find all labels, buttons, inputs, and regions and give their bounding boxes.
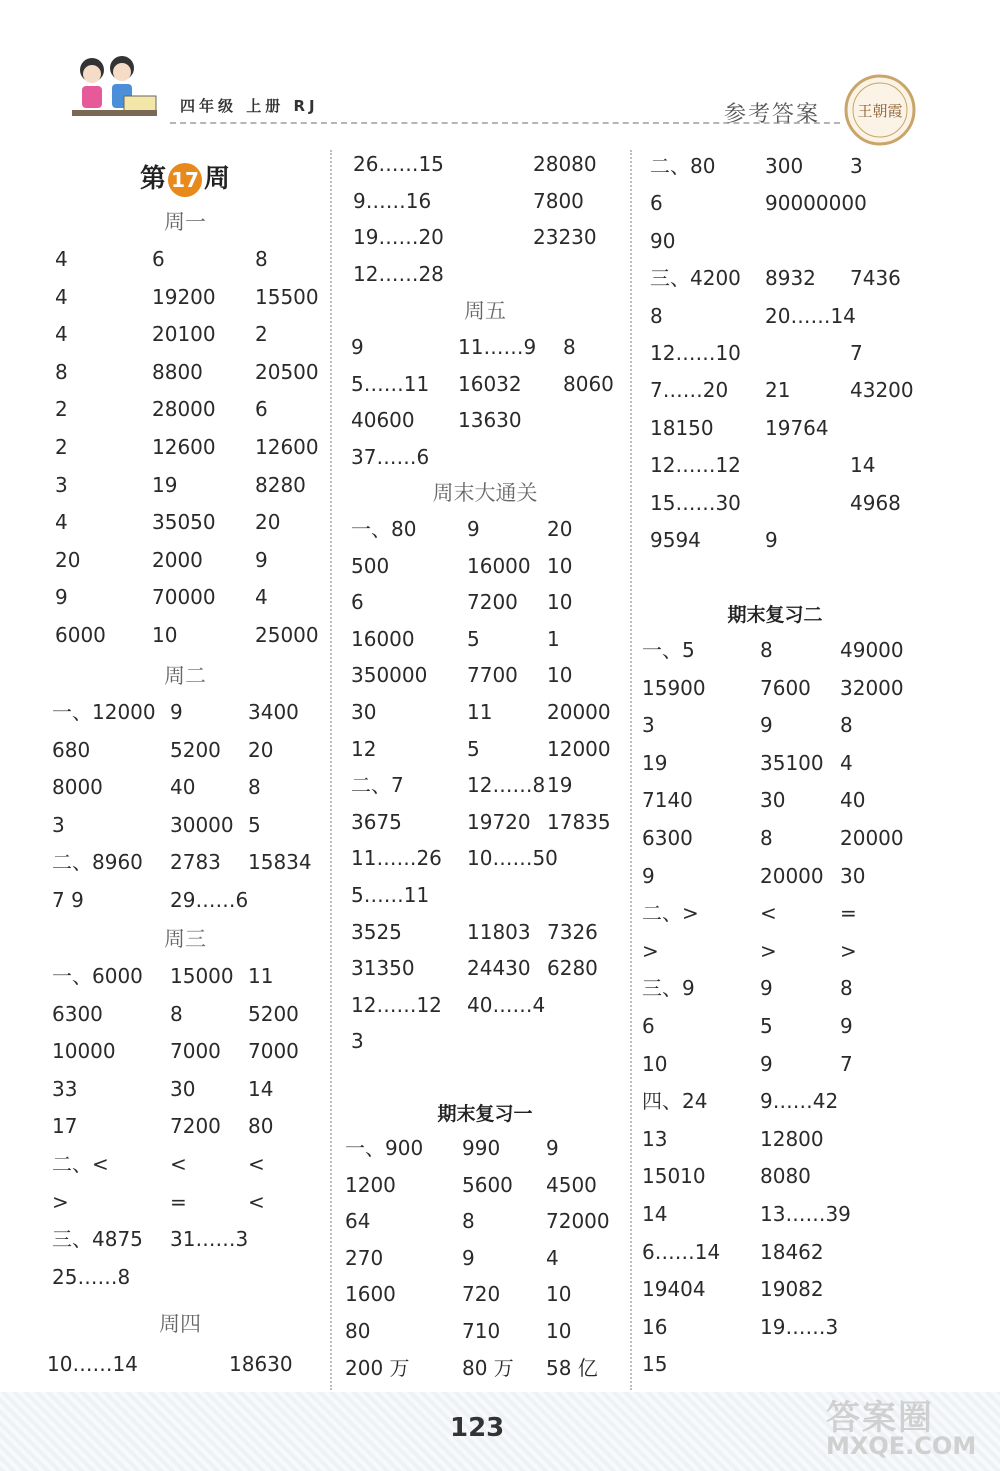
answer-value: 四、24 [642,1089,708,1114]
answer-value: 19720 [467,809,531,834]
answer-value: 20 [255,510,281,535]
answer-value: 19 [642,750,668,775]
children-reading-illustration [62,48,162,128]
answer-value: 13630 [458,408,522,432]
answer-value: 7000 [248,1039,299,1064]
answer-value: 15……30 [650,490,741,515]
answer-value: 11 [467,700,493,724]
answer-value: 二、> [642,901,699,926]
answer-value: 29……6 [170,888,249,912]
answer-value: 49000 [840,638,904,662]
answer-value: 70000 [152,585,216,610]
answer-value: 20000 [760,863,824,888]
answer-value: 11 [248,964,274,988]
answer-value: 9 [170,700,183,724]
answer-value: 9 [760,976,773,1001]
answer-value: 6……14 [642,1239,721,1264]
answer-value: 5 [467,626,480,651]
section-heading: 周二 [164,664,206,688]
answer-value: < [170,1152,187,1176]
answer-value: < [760,901,777,926]
answer-value: 7……20 [650,378,729,403]
answer-value: 7436 [850,266,901,291]
answer-value: 19082 [760,1277,824,1302]
column-divider [630,150,632,1390]
answer-value: 16000 [467,553,531,578]
answer-value: 19764 [765,415,829,440]
answer-value: 14 [850,453,876,478]
answer-value: 4 [55,510,68,535]
watermark: 答案圈 [826,1398,934,1438]
answer-value: 3525 [351,919,402,944]
answer-value: 8 [170,1001,183,1026]
week-title: 第 17 周 [140,158,230,197]
answer-value: 5……11 [351,883,430,907]
answer-value: 80 万 [462,1355,514,1380]
answer-value: 680 [52,737,91,762]
answer-value: 19 [152,472,178,497]
answer-value: 8 [650,303,663,328]
answer-value: 31350 [351,956,415,981]
answer-value: 8 [840,976,853,1001]
answer-value: 13……39 [760,1202,851,1226]
answer-value: 9 [546,1136,559,1160]
answer-value: 8 [462,1209,475,1234]
answer-value: 二、80 [650,154,716,178]
answer-value: 16000 [351,626,415,651]
answer-value: 24430 [467,956,531,981]
answer-value: 5200 [248,1001,299,1026]
answer-value: 15500 [255,284,319,309]
answer-value: > [760,938,777,963]
answer-value: 7 [840,1051,853,1076]
answer-value: > [840,938,857,963]
answer-value: 3 [351,1029,364,1054]
answer-value: 40600 [351,408,415,432]
answer-value: 30 [760,788,786,813]
answer-value: 15 [642,1352,668,1377]
answer-value: 8 [55,359,68,384]
answer-value: 12……10 [650,341,741,365]
answer-value: 12600 [152,435,216,459]
answer-value: 28000 [152,397,216,422]
answer-value: 9 [840,1014,853,1038]
answer-value: 2000 [152,547,203,572]
answer-value: > [52,1189,69,1214]
answer-value: 10 [546,1282,572,1307]
answer-value: 6000 [55,623,106,647]
answer-value: 11……9 [458,335,537,359]
answer-value: 三、4200 [650,266,741,291]
answer-value: 7600 [760,675,811,700]
answer-value: 19……20 [353,225,444,249]
answer-value: 32000 [840,675,904,700]
answer-value: 8 [840,713,853,738]
answer-value: 10 [547,663,573,688]
answer-value: 8000 [52,775,103,800]
answer-value: 2 [255,322,268,347]
answer-value: 4 [840,750,853,775]
answer-value: 21 [765,378,791,403]
answer-value: 12000 [547,736,611,761]
answer-value: 5 [760,1014,773,1038]
answer-value: 5 [467,736,480,761]
watermark-url: MXQE.COM [826,1432,977,1460]
answer-value: 30 [351,700,377,724]
section-heading: 周三 [164,927,206,951]
grade-label: 四年级 上册 RJ [180,97,319,115]
section-heading: 周末大通关 [432,481,538,505]
answer-value: 3 [52,812,65,837]
answer-value: 12……12 [351,992,442,1017]
answer-value: 3675 [351,809,402,834]
answer-value: 9……16 [353,188,432,213]
answer-value: 10 [547,590,573,615]
answer-value: 7140 [642,788,693,813]
answer-value: 64 [345,1209,371,1234]
answer-value: 31……3 [170,1227,249,1252]
answer-value: 一、12000 [52,700,156,724]
answer-value: 一、900 [345,1136,424,1160]
answer-value: 二、7 [351,773,404,798]
answer-value: 30 [170,1076,196,1101]
answer-value: 990 [462,1136,501,1160]
answer-value: 8080 [760,1164,811,1189]
answer-value: 300 [765,154,804,178]
answer-value: 33 [52,1076,78,1101]
answer-value: 6300 [52,1001,103,1026]
answer-value: 37……6 [351,444,430,469]
answer-value: 4 [546,1245,559,1270]
answer-value: 30000 [170,812,234,837]
answer-value: 15010 [642,1164,706,1189]
answer-value: 20100 [152,322,216,347]
section-heading: 周四 [159,1312,201,1336]
answer-value: 15900 [642,675,706,700]
page-number: 123 [450,1413,505,1443]
answer-value: 16032 [458,371,522,396]
answer-value: 7326 [547,919,598,944]
answer-value: 15834 [248,850,312,875]
answer-value: 25……8 [52,1264,131,1289]
answer-value: 6 [351,590,364,615]
column-divider [330,150,332,1390]
answer-value: 17 [52,1114,78,1139]
answer-value: 7 9 [52,888,84,912]
answer-value: 10……50 [467,846,558,871]
answer-value: > [642,938,659,963]
answer-value: 7 [850,341,863,365]
section-heading: 周一 [164,210,206,234]
answer-value: 8 [760,826,773,850]
answer-value: 3 [642,713,655,738]
answer-value: 9 [55,585,68,610]
answer-value: 72000 [546,1209,610,1234]
answer-value: 9 [765,528,778,552]
answer-value: 二、< [52,1152,109,1176]
section-heading: 期末复习一 [437,1103,533,1125]
answer-value: 14 [642,1202,668,1226]
answer-value: 19404 [642,1277,706,1302]
answer-value: 7200 [467,590,518,615]
answer-value: 9 [760,1051,773,1076]
answer-value: 三、9 [642,976,695,1001]
answer-value: 10……14 [47,1352,138,1376]
brand-seal-logo [842,72,918,148]
answer-value: 1 [547,626,560,651]
answer-value: 8060 [563,371,614,396]
answer-value: 3 [55,472,68,497]
answer-value: 3400 [248,700,299,724]
answer-value: 12……12 [650,453,741,478]
answer-value: < [248,1189,265,1214]
answer-value: 3 [850,154,863,178]
answer-value: 10 [547,553,573,578]
answer-value: 500 [351,553,390,578]
answer-value: 2 [55,397,68,422]
section-heading: 期末复习二 [727,604,823,626]
answer-value: = [170,1189,187,1214]
answer-value: 2 [55,435,68,459]
answer-value: 9594 [650,528,701,552]
answer-value: 18630 [229,1352,293,1376]
answer-value: 20 [547,517,573,541]
answer-value: 43200 [850,378,914,403]
answer-value: 8280 [255,472,306,497]
answer-value: 30 [840,863,866,888]
answer-value: 6 [152,247,165,271]
answer-value: 18150 [650,415,714,440]
answer-value: 15000 [170,964,234,988]
answer-value: 9 [351,335,364,359]
answer-value: < [248,1152,265,1176]
answer-value: 8 [255,247,268,271]
answer-value: 40 [170,775,196,800]
answer-value: 2783 [170,850,221,875]
answer-value: 4 [55,322,68,347]
answer-value: 10 [642,1051,668,1076]
answer-value: 9 [467,517,480,541]
section-heading: 周五 [464,299,506,323]
answer-value: 35100 [760,750,824,775]
answer-value: 一、6000 [52,964,143,988]
answer-value: 12……8 [467,773,546,798]
answer-value: 12600 [255,435,319,459]
answer-value: 16 [642,1314,668,1339]
answer-value: 710 [462,1319,501,1343]
answer-value: 1600 [345,1282,396,1307]
answer-value: 12800 [760,1126,824,1151]
answer-value: 4 [255,585,268,610]
answer-value: 20……14 [765,303,856,328]
answer-value: 25000 [255,623,319,647]
answer-value: 10000 [52,1039,116,1064]
answer-value: 6 [255,397,268,422]
answer-value: 6300 [642,826,693,850]
answer-value: 4 [55,247,68,271]
answer-value: 90 [650,228,676,253]
answer-value: 5200 [170,737,221,762]
answer-value: 4968 [850,490,901,515]
answer-value: 80 [345,1319,371,1343]
answer-value: 6 [642,1014,655,1038]
answer-value: 一、5 [642,638,695,662]
answer-value: 20000 [840,826,904,850]
answer-value: 9 [255,547,268,572]
answer-value: 4 [55,284,68,309]
answer-value: 10 [546,1319,572,1343]
answer-value: 三、4875 [52,1227,143,1252]
answer-value: 8 [248,775,261,800]
answer-value: 4500 [546,1172,597,1197]
answer-value: 5 [248,812,261,837]
answer-value: 11803 [467,919,531,944]
answer-value: 80 [248,1114,274,1139]
answer-value: 58 亿 [546,1355,598,1380]
answer-value: 18462 [760,1239,824,1264]
answer-value: 350000 [351,663,428,688]
answer-value: 20500 [255,359,319,384]
answer-value: 17835 [547,809,611,834]
answer-value: 8 [760,638,773,662]
answer-value: 19……3 [760,1314,839,1339]
reference-answers-title: 参考答案 [724,102,821,127]
answer-value: = [840,901,857,926]
answer-value: 11……26 [351,846,442,871]
answer-value: 8 [563,335,576,359]
answer-value: 9 [642,863,655,888]
answer-value: 6280 [547,956,598,981]
answer-value: 12 [351,736,377,761]
answer-value: 12……28 [353,261,444,286]
answer-value: 40……4 [467,992,546,1017]
week-number-badge: 17 [168,163,202,197]
answer-value: 10 [152,623,178,647]
answer-value: 7200 [170,1114,221,1139]
answer-value: 19 [547,773,573,798]
answer-value: 19200 [152,284,216,309]
answer-value: 一、80 [351,517,417,541]
answer-value: 200 万 [345,1355,410,1380]
answer-value: 6 [650,191,663,216]
answer-value: 9……42 [760,1089,839,1114]
answer-value: 35050 [152,510,216,535]
answer-value: 20000 [547,700,611,724]
answer-value: 5600 [462,1172,513,1197]
answer-value: 9 [462,1245,475,1270]
answer-value: 20 [55,547,81,572]
answer-value: 90000000 [765,191,867,216]
answer-value: 720 [462,1282,501,1307]
answer-value: 40 [840,788,866,813]
answer-value: 1200 [345,1172,396,1197]
answer-value: 26……15 [353,152,444,176]
answer-value: 20 [248,737,274,762]
answer-value: 8800 [152,359,203,384]
answer-value: 7700 [467,663,518,688]
answer-value: 9 [760,713,773,738]
answer-value: 8932 [765,266,816,291]
answer-value: 28080 [533,152,597,176]
svg-text:王朝霞: 王朝霞 [857,102,903,120]
answer-value: 5……11 [351,371,430,396]
answer-value: 7000 [170,1039,221,1064]
answer-value: 二、8960 [52,850,143,875]
answer-value: 270 [345,1245,384,1270]
answer-value: 7800 [533,188,584,213]
answer-value: 23230 [533,225,597,249]
answer-value: 13 [642,1126,668,1151]
answer-value: 14 [248,1076,274,1101]
